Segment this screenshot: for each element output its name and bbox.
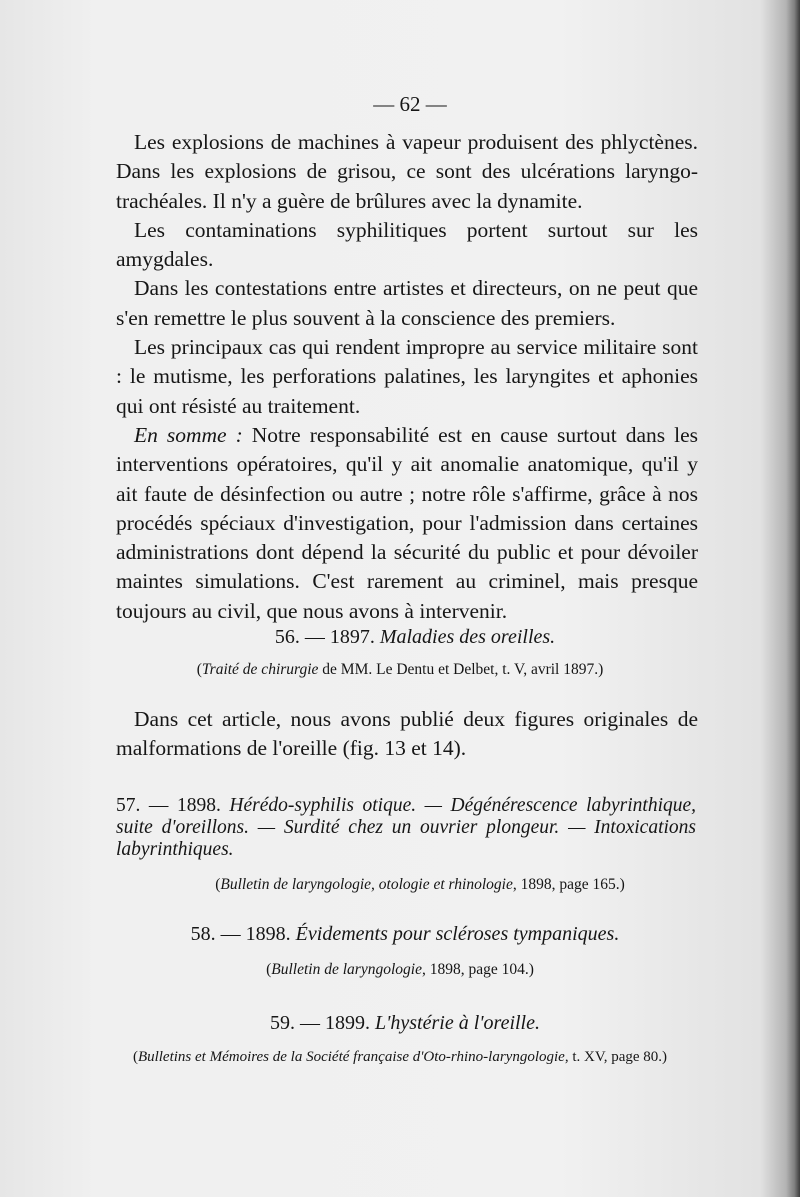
entry-58-heading (0, 923, 800, 946)
citation-open: ( (196, 661, 202, 678)
page-number: — 62 — (373, 92, 447, 116)
summary-lead: En somme : (134, 422, 243, 447)
entry-title: Hérédo-syphilis otique. — Dégénérescence labyrinthique, suite d'oreillons. — Surdité chez un ouvrier plongeur. — Intoxications labyrinthiques. (116, 795, 697, 860)
citation-rest: de MM. Le Dentu et Delbet, t. V, avril 1897.) (318, 661, 604, 678)
entry-59-heading (0, 1012, 800, 1035)
entry-year: 1898. (176, 795, 221, 816)
summary-text: Notre responsabilité est en cause surtout dans les interventions opératoires, qu'il y ait anomalie anatomique, qu'il y ait faute de désinfection ou autre ; notre rôle s'affirme, grâce à nos procédés spéciaux d'investigation, pour l'admission dans certaines administrations dont dépend la sécurité du public et pour dévoiler maintes simulations. C'est rarement au criminel, mais presque toujours au civil, que nous avons à intervenir. (116, 422, 698, 623)
citation-work: Bulletin de laryngologie (271, 961, 422, 978)
citation-open: ( (215, 876, 221, 893)
entry-58-citation (0, 961, 800, 979)
entry-59-citation (0, 1049, 800, 1066)
entry-number: 58. (190, 923, 216, 945)
entry-57 (116, 795, 696, 861)
entry-title: L'hystérie à l'oreille. (374, 1012, 540, 1034)
body-text (116, 128, 698, 626)
entry-dash: — (304, 626, 325, 648)
citation-rest: , t. XV, page 80.) (564, 1049, 668, 1065)
entry-year: 1898. (245, 923, 291, 945)
entry-57-citation (0, 876, 800, 894)
citation-work: Bulletins et Mémoires de la Société française d'Oto-rhino-laryngologie (137, 1049, 565, 1065)
paragraph: Dans les contestations entre artistes et directeurs, on ne peut que s'en remettre le plus souvent à la conscience des premiers. (116, 276, 698, 330)
entry-title: Maladies des oreilles. (379, 626, 556, 648)
entry-number: 57. (116, 795, 141, 816)
paragraph: Les principaux cas qui rendent impropre au service militaire sont : le mutisme, les perforations palatines, les laryngites et aphonies qui ont résisté au traitement. (116, 335, 698, 418)
citation-work: Traité de chirurgie (201, 661, 319, 678)
citation-rest: , 1898, page 104.) (421, 961, 534, 978)
entry-dash: — (220, 923, 241, 945)
citation-open: ( (132, 1049, 138, 1065)
entry-56-note (116, 705, 698, 764)
entry-number: 56. (274, 626, 300, 648)
citation-open: ( (266, 961, 272, 978)
entry-dash: — (148, 795, 169, 816)
citation-rest: , 1898, page 165.) (512, 876, 625, 893)
entry-year: 1897. (329, 626, 375, 648)
citation-work: Bulletin de laryngologie, otologie et rhinologie (220, 876, 513, 893)
entry-56-citation (0, 661, 800, 679)
entry-number: 59. (269, 1012, 295, 1034)
entry-dash: — (299, 1012, 320, 1034)
paragraph: Dans cet article, nous avons publié deux figures originales de malformations de l'oreille (fig. 13 et 14). (116, 707, 698, 761)
entry-56-heading (0, 626, 800, 649)
summary-paragraph (116, 421, 698, 626)
paragraph: Les contaminations syphilitiques portent surtout sur les amygdales. (116, 217, 698, 272)
paragraph: Les explosions de machines à vapeur produisent des phlyctènes. Dans les explosions de grisou, ce sont des ulcérations laryngo-trachéales. Il n'y a guère de brûlures avec la dynamite. (116, 130, 698, 213)
entry-title: Évidements pour scléroses tympaniques. (295, 923, 620, 945)
entry-year: 1899. (324, 1012, 370, 1034)
